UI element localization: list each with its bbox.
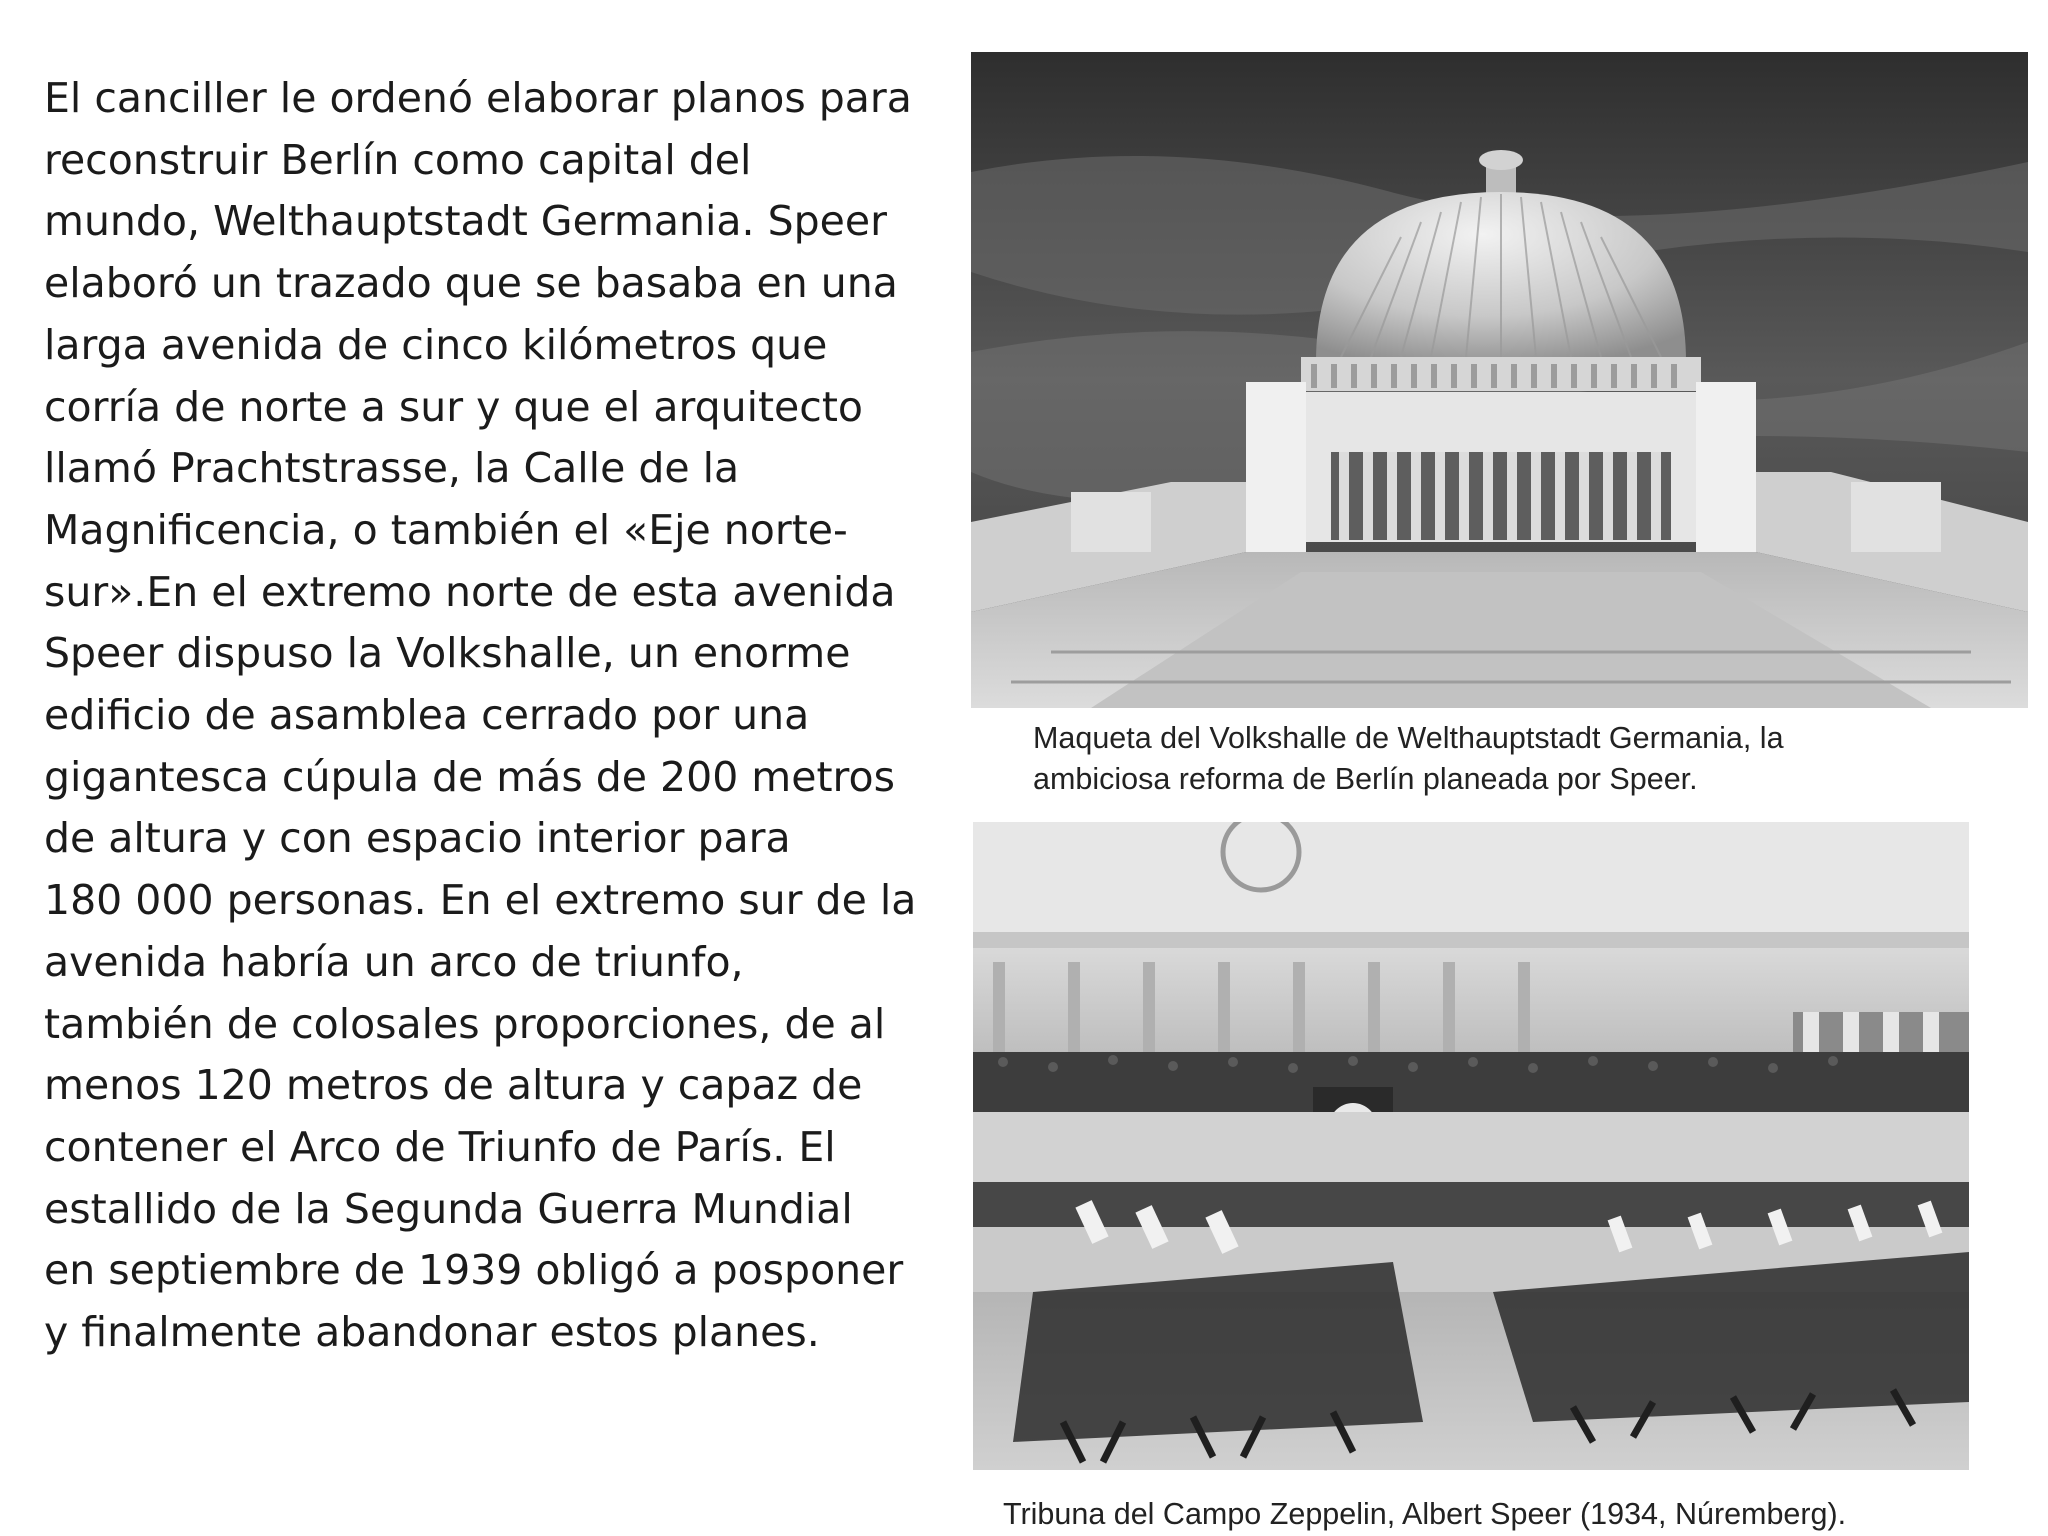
body-text	[44, 68, 944, 1364]
body-text-line: gigantesca cúpula de más de 200 metros	[44, 752, 895, 801]
body-text-line: avenida habría un arco de triunfo,	[44, 937, 744, 986]
body-text-line: 180 000 personas. En el extremo sur de la	[44, 876, 917, 925]
zeppelin-caption: Tribuna del Campo Zeppelin, Albert Speer (1934, Núremberg).	[1003, 1497, 1847, 1531]
body-text-line: Magnificencia, o también el «Eje norte-	[44, 505, 848, 554]
body-text-line: contener el Arco de Triunfo de París. El	[44, 1122, 836, 1171]
body-text-line: mundo, Welthauptstadt Germania. Speer	[44, 197, 887, 246]
zeppelin-tribune-photo	[973, 822, 1969, 1470]
body-text-line: llamó Prachtstrasse, la Calle de la	[44, 444, 740, 493]
volkshalle-model-photo	[971, 52, 2028, 708]
volkshalle-model-image	[971, 52, 2028, 708]
body-text-line: y finalmente abandonar estos planes.	[44, 1308, 820, 1357]
volkshalle-caption-line: Maqueta del Volkshalle de Welthauptstadt Germania, la	[1033, 721, 1784, 755]
volkshalle-caption-line: ambiciosa reforma de Berlín planeada por Speer.	[1033, 762, 1698, 796]
body-text-line: en septiembre de 1939 obligó a posponer	[44, 1246, 904, 1295]
body-text-line: El canciller le ordenó elaborar planos para	[44, 74, 912, 122]
body-text-line: Speer dispuso la Volkshalle, un enorme	[44, 629, 851, 678]
body-text-line: edificio de asamblea cerrado por una	[44, 691, 810, 740]
body-text-line: estallido de la Segunda Guerra Mundial	[44, 1184, 853, 1233]
body-text-line: de altura y con espacio interior para	[44, 814, 791, 863]
body-text-line: corría de norte a sur y que el arquitecto	[44, 382, 863, 431]
body-text-line: larga avenida de cinco kilómetros que	[44, 320, 828, 369]
body-text-line: menos 120 metros de altura y capaz de	[44, 1061, 863, 1110]
volkshalle-caption	[1033, 718, 1933, 800]
zeppelin-tribune-image	[973, 822, 1969, 1470]
body-text-line: sur».En el extremo norte de esta avenida	[44, 567, 896, 616]
body-text-line: también de colosales proporciones, de al	[44, 999, 886, 1048]
body-text-line: reconstruir Berlín como capital del	[44, 135, 752, 184]
body-text-line: elaboró un trazado que se basaba en una	[44, 259, 898, 308]
